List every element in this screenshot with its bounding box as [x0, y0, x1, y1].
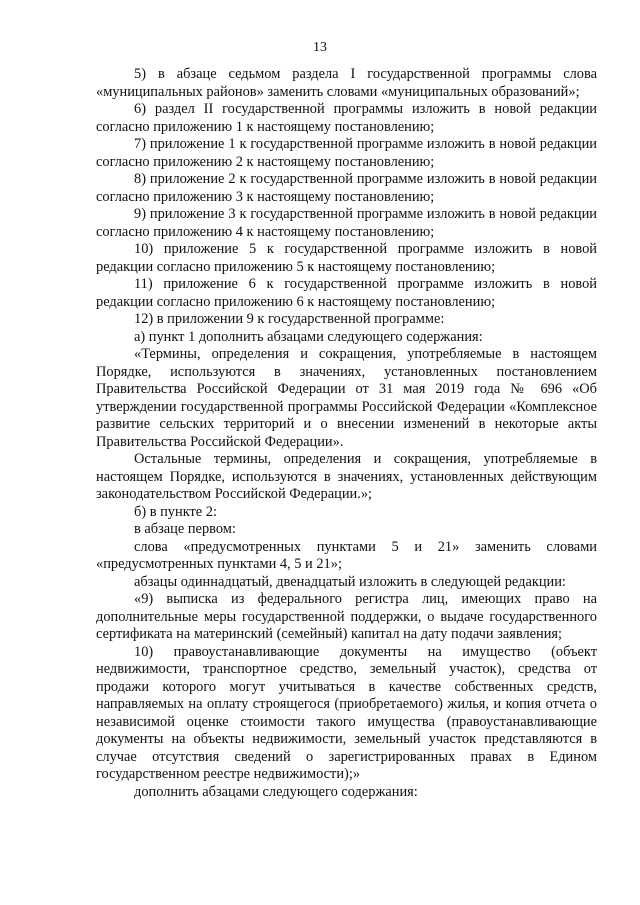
quoted-paragraph-item-9: «9) выписка из федерального регистра лиц, имеющих право на дополнительные меры государственной поддержки, о выдаче государственного сертификата на материнский (семейный) капитал на дату подачи заявления; — [96, 591, 597, 642]
paragraph-item-11: 11) приложение 6 к государственной программе изложить в новой редакции согласно приложению 6 к настоящему постановлению; — [96, 276, 597, 310]
quoted-paragraph-item-10: 10) правоустанавливающие документы на имущество (объект недвижимости, транспортное средство, земельный участок), средства от продажи которого могут учитываться в качестве собственных средств, направляемых на оплату строящегося (приобретаемого) жилья, и копия отчета о независимой оценке стоимости такого имущества (правоустанавливающие документы на объекты недвижимости, земельный участок представляются в случае отсутствия сведений о зарегистрированных правах в Едином государственном реестре недвижимости);» — [96, 643, 597, 782]
paragraph-item-8: 8) приложение 2 к государственной программе изложить в новой редакции согласно приложению 3 к настоящему постановлению; — [96, 171, 597, 205]
paragraph-abzacs-11-12: абзацы одиннадцатый, двенадцатый изложить в следующей редакции: — [134, 573, 566, 590]
paragraph-subitem-a: а) пункт 1 дополнить абзацами следующего содержания: — [134, 328, 483, 345]
page-number: 13 — [313, 40, 327, 55]
paragraph-item-5: 5) в абзаце седьмом раздела I государственной программы слова «муниципальных районов» заменить словами «муниципальных образований»; — [96, 66, 597, 100]
paragraph-item-12: 12) в приложении 9 к государственной программе: — [134, 311, 445, 327]
paragraph-item-10: 10) приложение 5 к государственной программе изложить в новой редакции согласно приложению 5 к настоящему постановлению; — [96, 241, 597, 275]
paragraph-supplement: дополнить абзацами следующего содержания: — [134, 783, 418, 800]
paragraph-subitem-b: б) в пункте 2: — [134, 503, 217, 520]
paragraph-item-9: 9) приложение 3 к государственной программе изложить в новой редакции согласно приложению 4 к настоящему постановлению; — [96, 206, 597, 240]
document-body — [96, 66, 597, 801]
paragraph-item-6: 6) раздел II государственной программы изложить в новой редакции согласно приложению 1 к настоящему постановлению; — [96, 101, 597, 135]
paragraph-words-replace: слова «предусмотренных пунктами 5 и 21» заменить словами «предусмотренных пунктами 4, 5 и 21»; — [96, 538, 597, 572]
paragraph-first-abzac: в абзаце первом: — [134, 521, 236, 537]
paragraph-item-7: 7) приложение 1 к государственной программе изложить в новой редакции согласно приложению 2 к настоящему постановлению; — [96, 136, 597, 170]
quoted-paragraph-terms: «Термины, определения и сокращения, употребляемые в настоящем Порядке, используются в значениях, установленных постановлением Правительства Российской Федерации от 31 мая 2019 года № 696 «Об утверждении государственной программы Российской Федерации «Комплексное развитие сельских территорий и о внесении изменений в некоторые акты Правительства Российской Федерации». — [96, 346, 597, 450]
quoted-paragraph-other-terms: Остальные термины, определения и сокращения, употребляемые в настоящем Порядке, используются в значениях, установленных действующим законодательством Российской Федерации.»; — [96, 451, 597, 502]
